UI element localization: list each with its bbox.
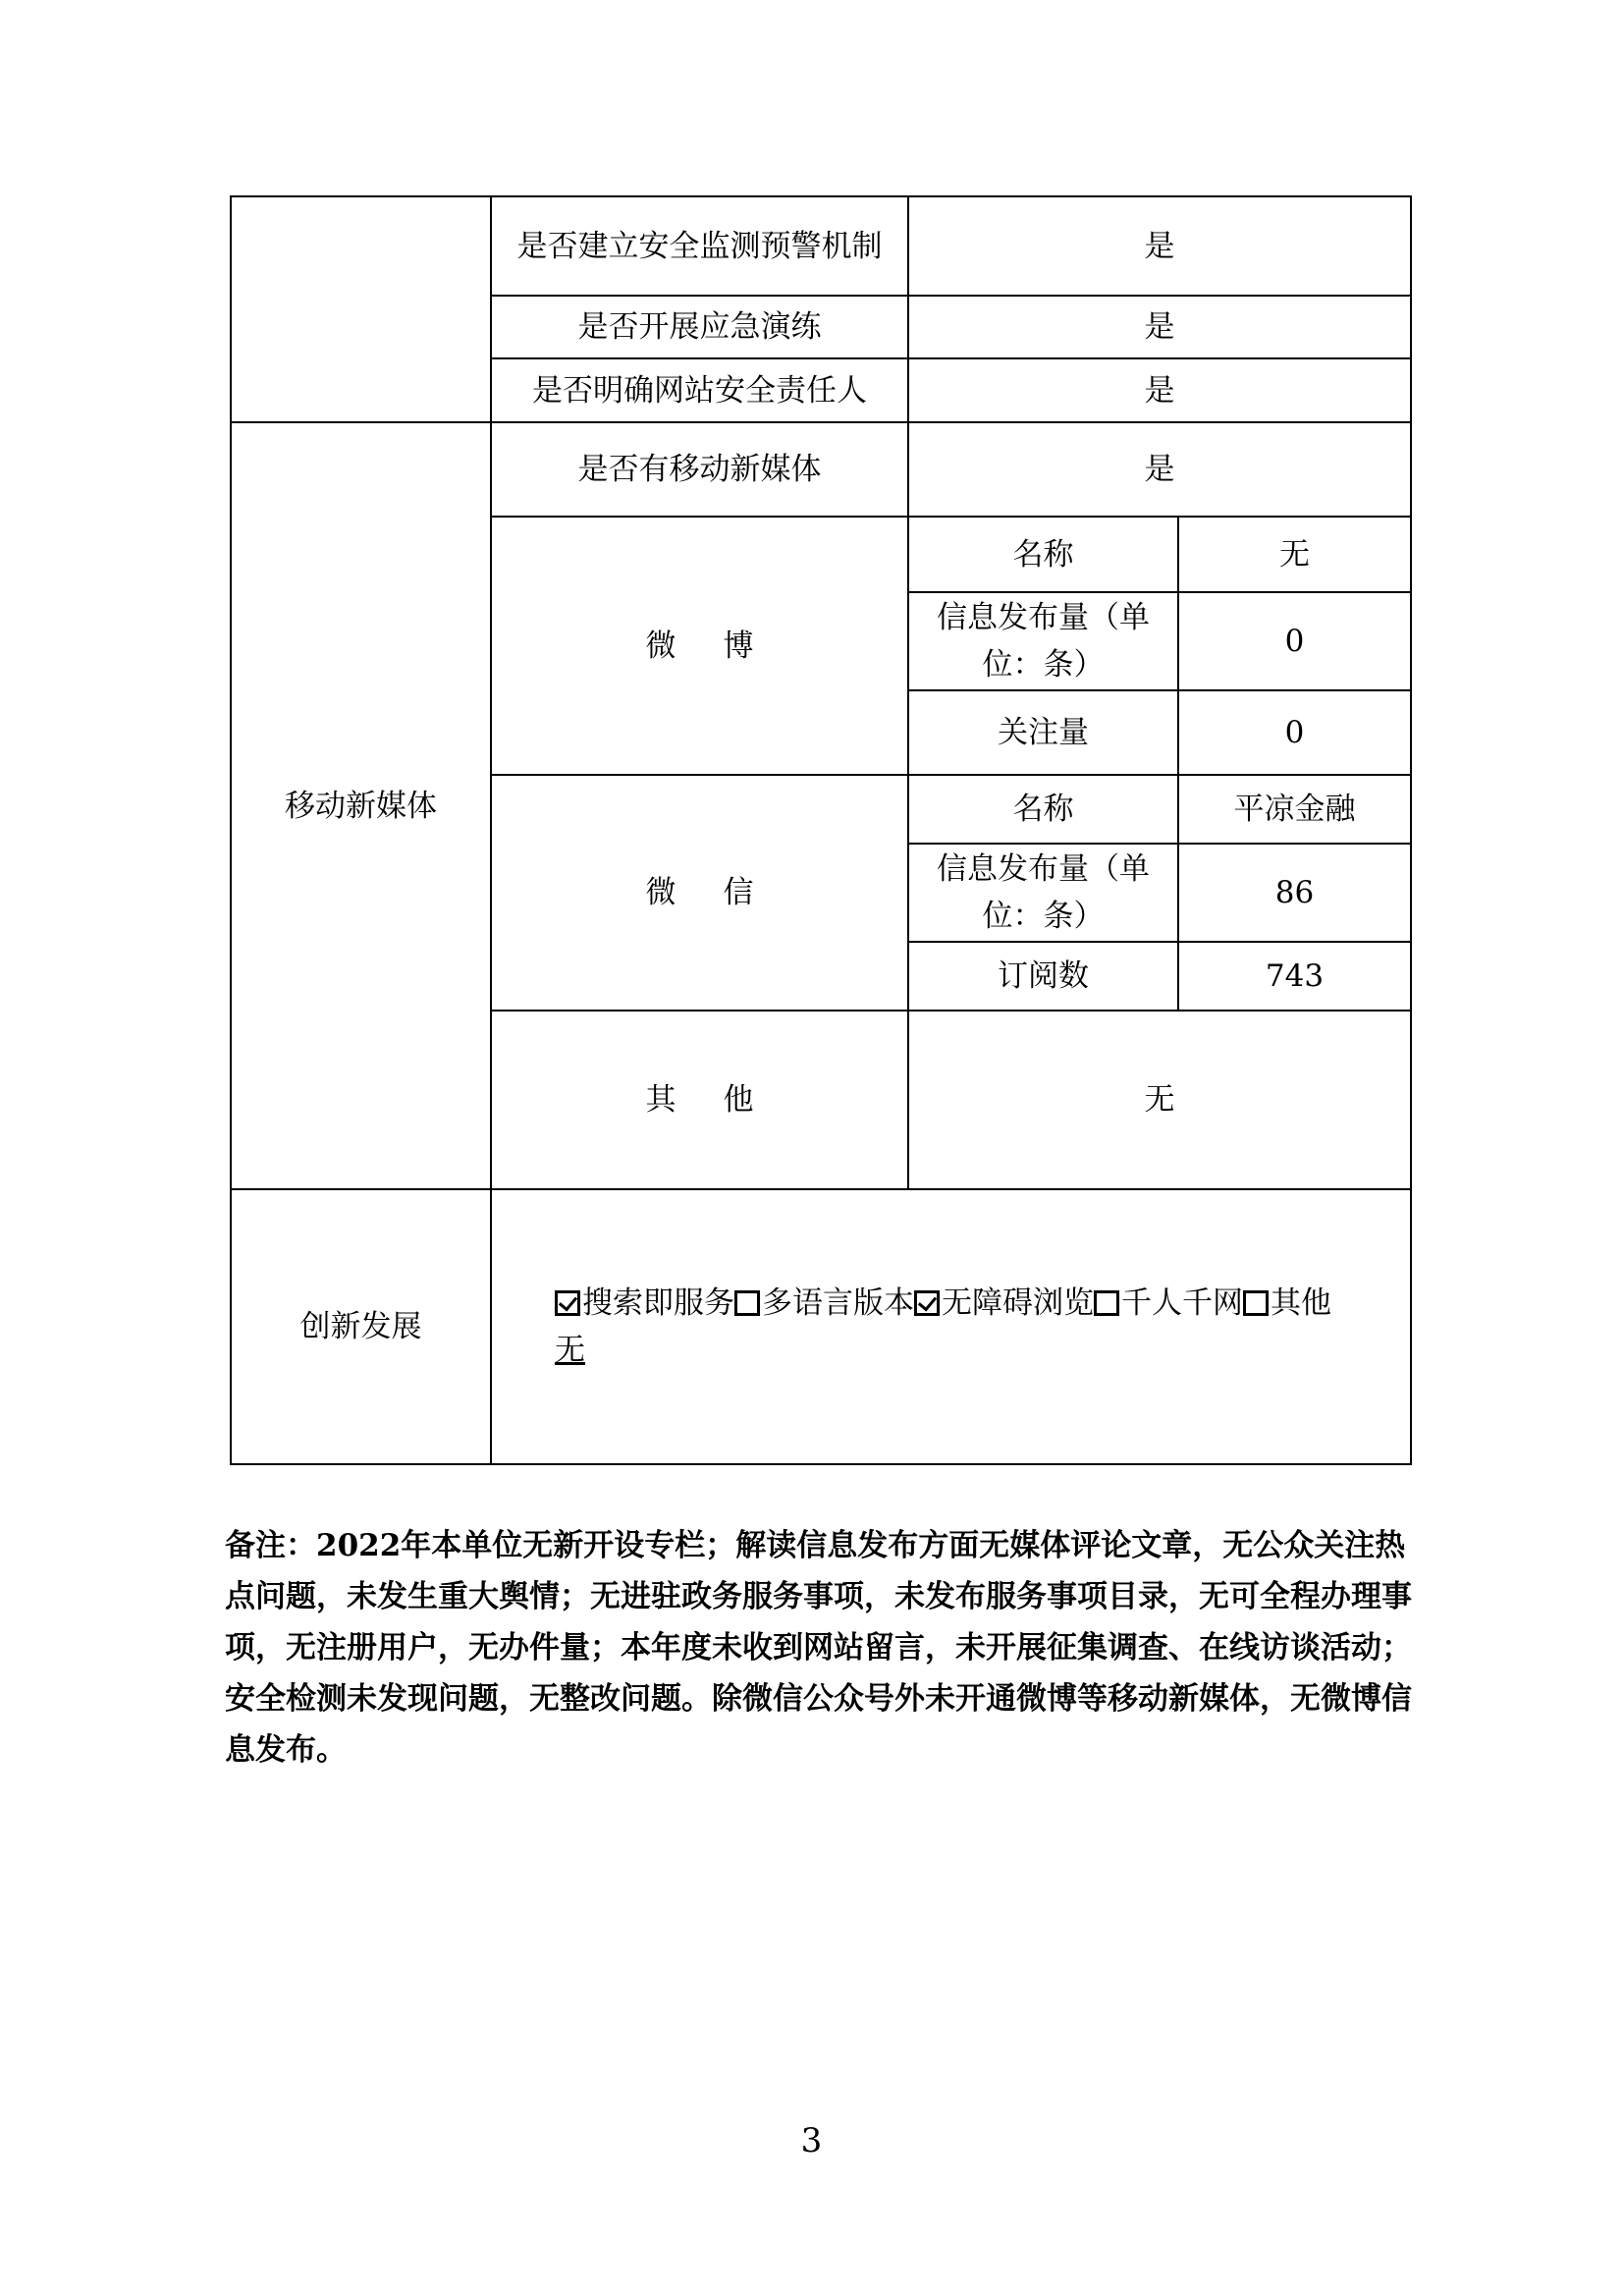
weibo-followers-label: 关注量 <box>908 690 1178 775</box>
wechat-subs-label: 订阅数 <box>908 942 1178 1011</box>
wechat-label: 微信 <box>491 775 908 1011</box>
row-value: 是 <box>908 358 1411 422</box>
report-table <box>230 195 1412 1465</box>
option-label: 千人千网 <box>1121 1285 1243 1321</box>
innovation-other-text: 无 <box>555 1333 585 1368</box>
weibo-name-value: 无 <box>1178 517 1411 592</box>
row-value: 是 <box>908 422 1411 517</box>
option-multilingual <box>734 1285 914 1321</box>
security-section-cell <box>231 196 491 422</box>
weibo-posts-value: 0 <box>1178 592 1411 690</box>
option-search-service <box>555 1285 734 1321</box>
row-label: 是否明确网站安全责任人 <box>491 358 908 422</box>
wechat-name-label: 名称 <box>908 775 1178 844</box>
checked-checkbox-icon <box>555 1290 580 1316</box>
empty-checkbox-icon <box>734 1290 760 1316</box>
row-label: 是否开展应急演练 <box>491 296 908 358</box>
weibo-posts-label: 信息发布量（单位：条） <box>908 592 1178 690</box>
row-label: 是否建立安全监测预警机制 <box>491 196 908 296</box>
innovation-options <box>491 1189 1411 1464</box>
option-accessibility <box>914 1285 1094 1321</box>
other-media-label: 其他 <box>491 1011 908 1189</box>
wechat-posts-value: 86 <box>1178 844 1411 942</box>
checked-checkbox-icon <box>914 1290 940 1316</box>
option-label: 多语言版本 <box>762 1285 914 1321</box>
remark-paragraph: 备注：2022年本单位无新开设专栏；解读信息发布方面无媒体评论文章，无公众关注热点问题，未发生重大舆情；无进驻政务服务事项，未发布服务事项目录，无可全程办理事项，无注册用户，无办件量；本年度未收到网站留言，未开展征集调查、在线访谈活动；安全检测未发现问题，无整改问题。除微信公众号外未开通微博等移动新媒体，无微博信息发布。 <box>225 1528 1412 1768</box>
weibo-followers-value: 0 <box>1178 690 1411 775</box>
wechat-subs-value: 743 <box>1178 942 1411 1011</box>
innovation-section-label: 创新发展 <box>231 1189 491 1464</box>
option-label: 其他 <box>1271 1285 1331 1321</box>
option-personalized <box>1094 1285 1243 1321</box>
wechat-name-value: 平凉金融 <box>1178 775 1411 844</box>
innovation-option-list <box>555 1280 1404 1327</box>
empty-checkbox-icon <box>1243 1290 1269 1316</box>
page-number: 3 <box>800 2121 823 2160</box>
row-value: 是 <box>908 296 1411 358</box>
mobile-media-section-label: 移动新媒体 <box>231 422 491 1189</box>
row-label: 是否有移动新媒体 <box>491 422 908 517</box>
empty-checkbox-icon <box>1094 1290 1119 1316</box>
option-label: 搜索即服务 <box>582 1285 734 1321</box>
row-value: 是 <box>908 196 1411 296</box>
option-other <box>1243 1285 1331 1321</box>
wechat-posts-label: 信息发布量（单位：条） <box>908 844 1178 942</box>
weibo-name-label: 名称 <box>908 517 1178 592</box>
weibo-label: 微博 <box>491 517 908 775</box>
option-label: 无障碍浏览 <box>942 1285 1094 1321</box>
other-media-value: 无 <box>908 1011 1411 1189</box>
